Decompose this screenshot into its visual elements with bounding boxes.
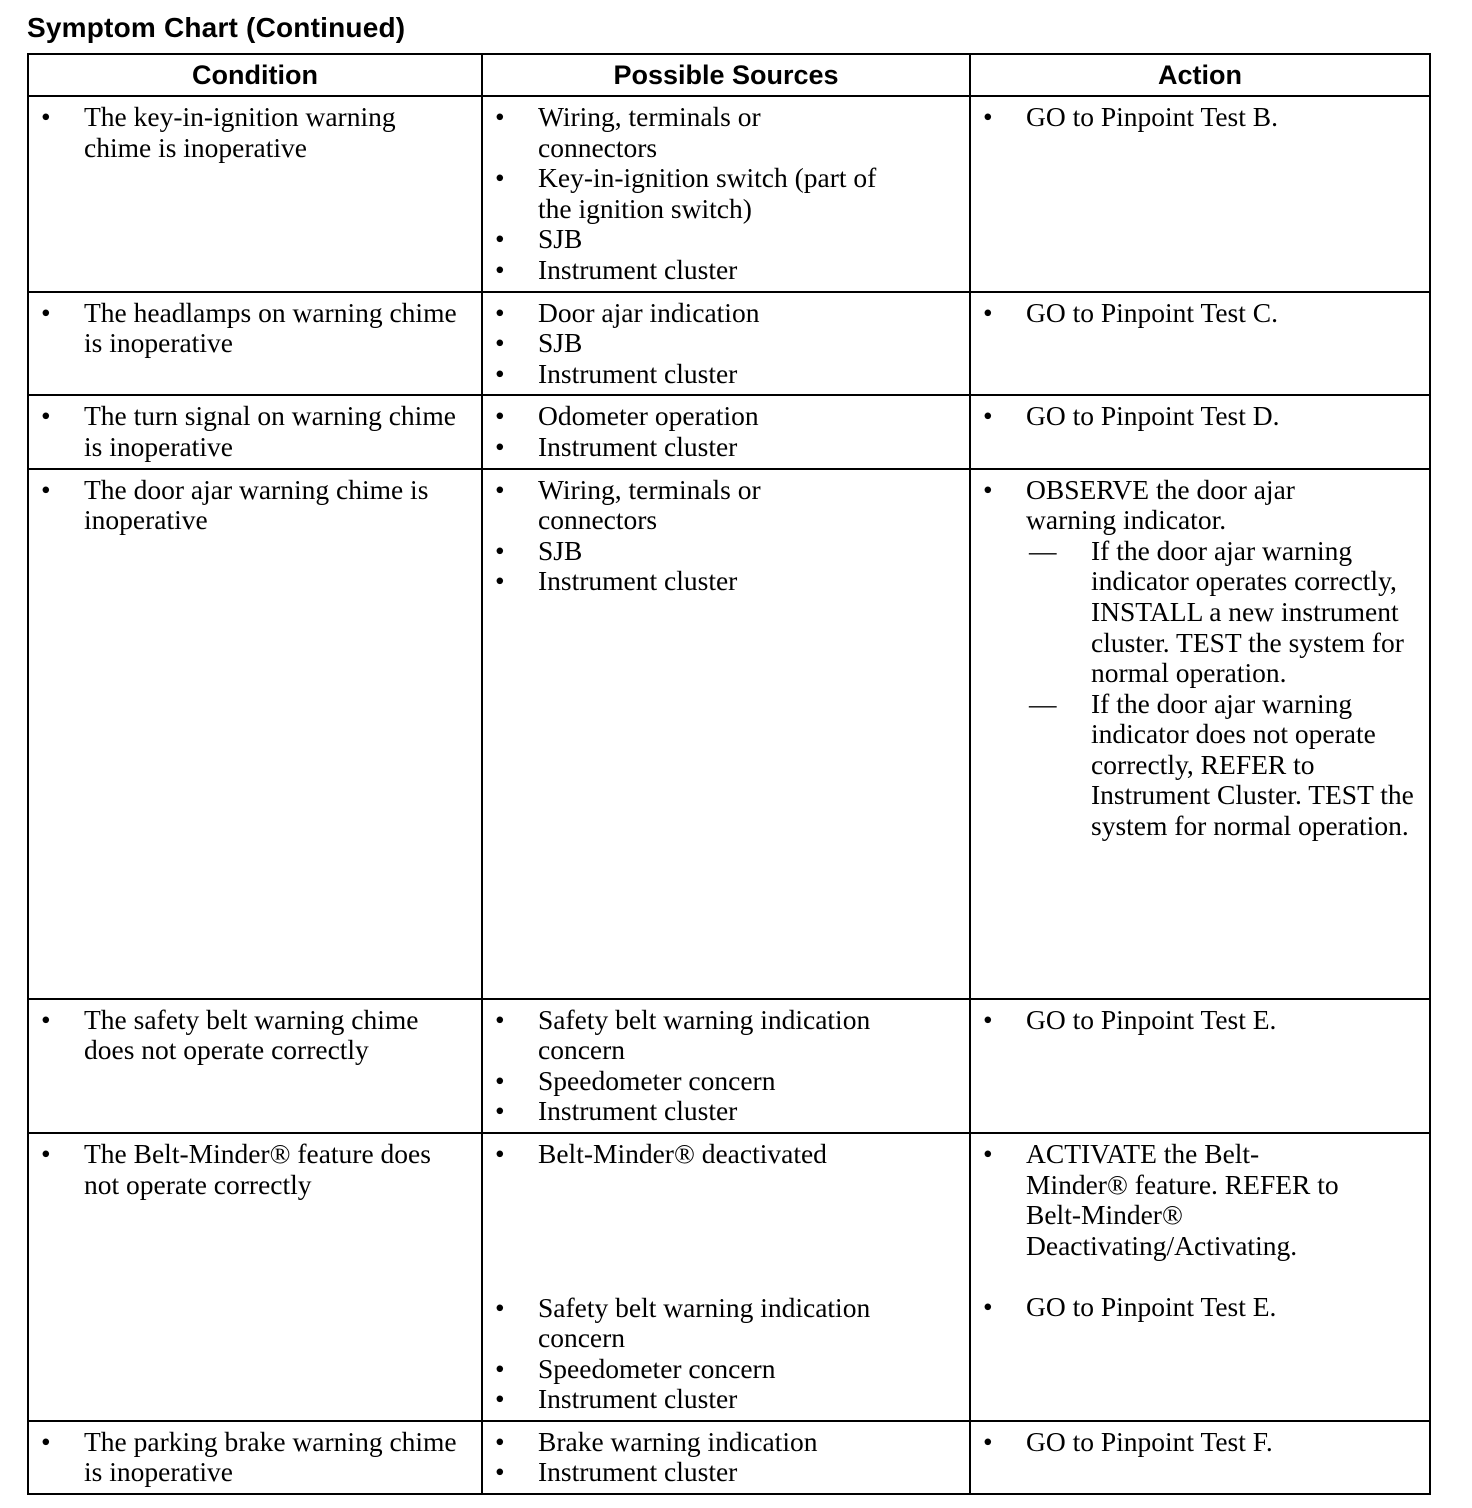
possible-sources-cell	[482, 395, 970, 468]
source-item: • Door ajar indication	[483, 298, 957, 329]
table-row	[28, 1421, 1430, 1494]
source-item: • Brake warning indication	[483, 1427, 957, 1458]
condition-text: • The door ajar warning chime is inoperative	[29, 475, 469, 536]
action-text: • OBSERVE the door ajar warning indicator.	[1026, 473, 1295, 536]
condition-cell	[28, 96, 482, 292]
condition-cell	[28, 395, 482, 468]
source-item: • SJB	[483, 224, 957, 255]
condition-text: • The parking brake warning chime is inoperative	[29, 1427, 469, 1488]
action-cell	[970, 1133, 1430, 1421]
condition-header: Condition	[28, 54, 482, 96]
source-item: • Instrument cluster	[483, 1096, 957, 1127]
possible-sources-cell	[482, 1421, 970, 1494]
sub-action-item: — If the door ajar warning indicator does not operate correctly, REFER to Instrument Cluster. TEST the system for normal operation.	[1026, 689, 1417, 842]
action-text: • GO to Pinpoint Test C.	[971, 298, 1417, 329]
table-row	[28, 999, 1430, 1133]
symptom-chart-table	[27, 53, 1431, 1495]
page-title: Symptom Chart (Continued)	[27, 12, 406, 43]
possible-sources-cell	[482, 469, 970, 999]
source-item: • Instrument cluster	[483, 1384, 957, 1415]
condition-text: • The headlamps on warning chime is inoperative	[29, 298, 469, 359]
action-cell	[970, 1421, 1430, 1494]
action-cell	[970, 469, 1430, 999]
source-item: • Instrument cluster	[483, 255, 957, 286]
source-item: • SJB	[483, 536, 957, 567]
possible-sources-cell	[482, 292, 970, 396]
source-item: • Safety belt warning indication concern	[483, 1005, 957, 1066]
action-header: Action	[970, 54, 1430, 96]
condition-text: • The safety belt warning chime does not operate correctly	[29, 1005, 469, 1066]
condition-cell	[28, 1421, 482, 1494]
sub-action-item: — If the door ajar warning indicator operates correctly, INSTALL a new instrument cluster. TEST the system for normal operation.	[1026, 536, 1417, 689]
table-row	[28, 395, 1430, 468]
condition-text: • The turn signal on warning chime is inoperative	[29, 401, 469, 462]
source-item: • Instrument cluster	[483, 566, 957, 597]
header-row	[28, 54, 1430, 96]
source-item: • Wiring, terminals or connectors	[483, 475, 957, 536]
action-text: • ACTIVATE the Belt-Minder® feature. REFER to Belt-Minder® Deactivating/Activating.	[971, 1139, 1417, 1261]
condition-cell	[28, 469, 482, 999]
condition-cell	[28, 999, 482, 1133]
source-item: • Wiring, terminals or connectors	[483, 102, 957, 163]
possible-sources-cell	[482, 1133, 970, 1421]
condition-text: • The key-in-ignition warning chime is inoperative	[29, 102, 469, 163]
source-item: • Belt-Minder® deactivated	[483, 1139, 957, 1170]
possible-sources-cell	[482, 96, 970, 292]
source-item: • Speedometer concern	[483, 1354, 957, 1385]
source-item: • Key-in-ignition switch (part of the ignition switch)	[483, 163, 957, 224]
possible-sources-header: Possible Sources	[482, 54, 970, 96]
table-row	[28, 469, 1430, 999]
source-item: • Instrument cluster	[483, 1457, 957, 1488]
table-row	[28, 1133, 1430, 1421]
table-row	[28, 96, 1430, 292]
source-item: • Instrument cluster	[483, 432, 957, 463]
action-text: • GO to Pinpoint Test E.	[971, 1292, 1417, 1323]
possible-sources-cell	[482, 999, 970, 1133]
action-cell	[970, 292, 1430, 396]
table-row	[28, 292, 1430, 396]
action-text: • GO to Pinpoint Test E.	[971, 1005, 1417, 1036]
action-item	[971, 475, 1417, 842]
action-cell	[970, 999, 1430, 1133]
action-text: • GO to Pinpoint Test B.	[971, 102, 1417, 133]
condition-text: • The Belt-Minder® feature does not operate correctly	[29, 1139, 469, 1200]
action-text: • GO to Pinpoint Test D.	[971, 401, 1417, 432]
condition-cell	[28, 1133, 482, 1421]
action-cell	[970, 96, 1430, 292]
source-item: • Safety belt warning indication concern	[483, 1293, 957, 1354]
source-item: • Speedometer concern	[483, 1066, 957, 1097]
condition-cell	[28, 292, 482, 396]
source-item: • Instrument cluster	[483, 359, 957, 390]
source-item: • Odometer operation	[483, 401, 957, 432]
action-text: • GO to Pinpoint Test F.	[971, 1427, 1417, 1458]
source-item: • SJB	[483, 328, 957, 359]
action-cell	[970, 395, 1430, 468]
